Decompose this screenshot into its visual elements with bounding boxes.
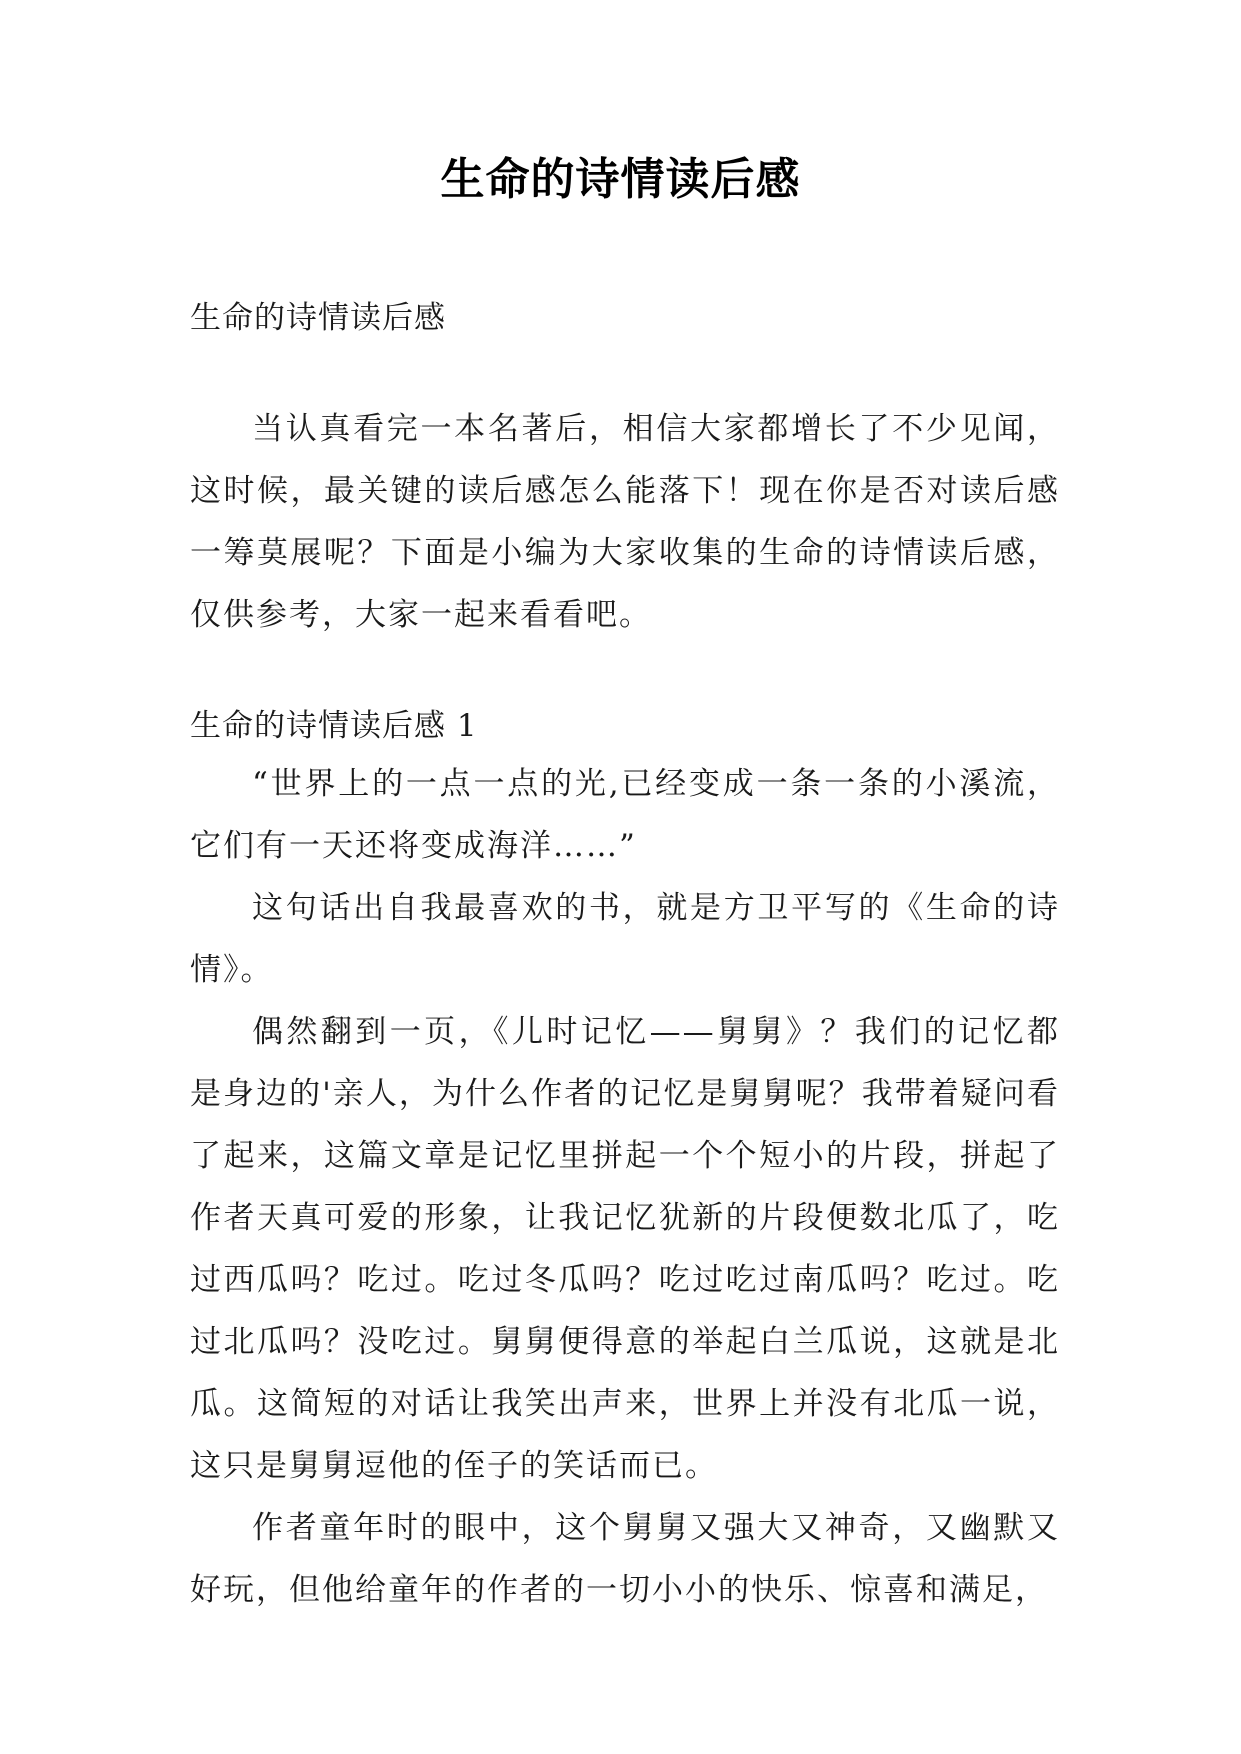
body-paragraph: 作者童年时的眼中，这个舅舅又强大又神奇，又幽默又好玩，但他给童年的作者的一切小小的快乐、惊喜和满足， (190, 1510, 1060, 1608)
body-paragraph: 偶然翻到一页，《儿时记忆——舅舅》？我们的记忆都是身边的'亲人，为什么作者的记忆是舅舅呢？我带着疑问看了起来，这篇文章是记忆里拼起一个个短小的片段，拼起了作者天真可爱的形象，让我记忆犹新的片段便数北瓜了，吃过西瓜吗？吃过。吃过冬瓜吗？吃过吃过南瓜吗？吃过。吃过北瓜吗？没吃过。舅舅便得意的举起白兰瓜说，这就是北瓜。这简短的对话让我笑出声来，世界上并没有北瓜一说，这只是舅舅逗他的侄子的笑话而已。 (190, 1014, 1060, 1484)
body-paragraph: 这句话出自我最喜欢的书，就是方卫平写的《生命的诗情》。 (190, 890, 1060, 988)
document-subtitle: 生命的诗情读后感 (190, 300, 446, 336)
document-title: 生命的诗情读后感 (440, 154, 801, 205)
section-heading: 生命的诗情读后感 1 (190, 708, 478, 744)
body-paragraph: “世界上的一点一点的光,已经变成一条一条的小溪流，它们有一天还将变成海洋……” (190, 766, 1060, 864)
intro-paragraph: 当认真看完一本名著后，相信大家都增长了不少见闻，这时候，最关键的读后感怎么能落下！现在你是否对读后感一筹莫展呢？下面是小编为大家收集的生命的诗情读后感，仅供参考，大家一起来看看吧。 (190, 411, 1060, 633)
section-body (190, 753, 1060, 1621)
